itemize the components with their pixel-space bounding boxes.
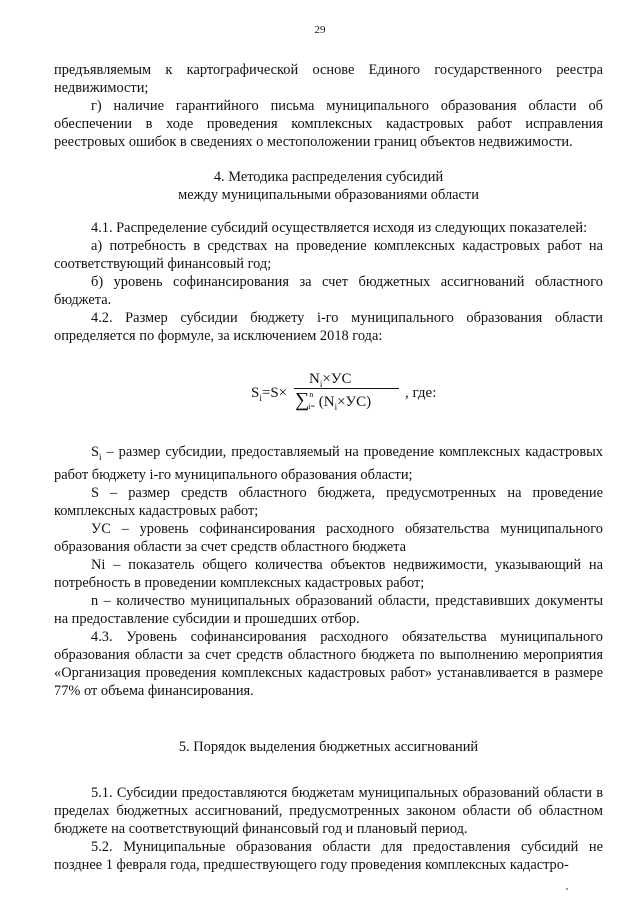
paragraph-5-1: 5.1. Субсидии предоставляются бюджетам муниципальных образований области в пределах бюджетных ассигнований, предусмотренных законом области об областном бюджете на соответствующий финансовый год и плановый период. <box>54 784 603 837</box>
scan-artifact <box>566 888 568 890</box>
formula-numerator: $N_i\times УС$ <box>309 371 352 389</box>
definition-si: $S_i$ – размер субсидии, предоставляемый на проведение комплексных кадастровых работ бюджету i-го муниципального образования области; <box>54 444 603 483</box>
definition-ni: Ni – показатель общего количества объектов недвижимости, указывающий на потребность в проведении комплексных кадастровых работ; <box>54 556 603 591</box>
paragraph-continuation: предъявляемым к картографической основе Единого государственного реестра недвижимости; <box>54 62 603 96</box>
formula-lhs: $S_i=S\times$ <box>251 385 288 403</box>
fraction-bar <box>294 388 399 389</box>
definition-s: S – размер средств областного бюджета, предусмотренных на проведение комплексных кадастровых работ; <box>54 484 603 519</box>
formula-suffix: , где: <box>405 385 437 401</box>
paragraph-4-1-a: а) потребность в средствах на проведение комплексных кадастровых работ на соответствующий финансовый год; <box>54 238 603 272</box>
section-5-title: 5. Порядок выделения бюджетных ассигнований <box>178 738 479 755</box>
section-4-title-line2: между муниципальными образованиями области <box>178 187 479 203</box>
paragraph-4-3: 4.3. Уровень софинансирования расходного обязательства муниципального образования области за счет средств областного бюджета по выполнению мероприятия «Организация проведения комплексных кадастровых работ» устанавливается в размере 77% от объема финансирования. <box>54 628 603 699</box>
paragraph-5-2: 5.2. Муниципальные образования области для предоставления субсидий не позднее 1 февраля года, предшествующего году проведения комплексных кадастро- <box>54 838 603 873</box>
section-4-title-line1: 4. Методика распределения субсидий <box>213 169 444 185</box>
subsidy-formula <box>54 362 603 430</box>
paragraph-4-1: 4.1. Распределение субсидий осуществляется исходя из следующих показателей: <box>91 220 588 236</box>
paragraph-g: г) наличие гарантийного письма муниципального образования области об обеспечении в ходе проведения комплексных кадастровых работ исправления реестровых ошибок в сведениях о местоположении границ объектов недвижимости. <box>54 98 603 150</box>
paragraph-4-2: 4.2. Размер субсидии бюджету i-го муниципального образования области определяется по формуле, за исключением 2018 года: <box>54 310 603 344</box>
sum-icon: ∑ <box>295 389 310 411</box>
document-body <box>54 61 603 874</box>
page-number: 29 <box>314 24 326 36</box>
formula-denominator: ∑$^n_{i=}$ $(N_i\times УС)$ <box>295 389 372 412</box>
definition-n: n – количество муниципальных образований области, представивших документы на предоставление субсидии и прошедших отбор. <box>54 592 603 627</box>
paragraph-4-1-b: б) уровень софинансирования за счет бюджетных ассигнований областного бюджета. <box>54 274 603 308</box>
definition-yc: УС – уровень софинансирования расходного обязательства муниципального образования области за счет средств областного бюджета <box>54 520 603 555</box>
